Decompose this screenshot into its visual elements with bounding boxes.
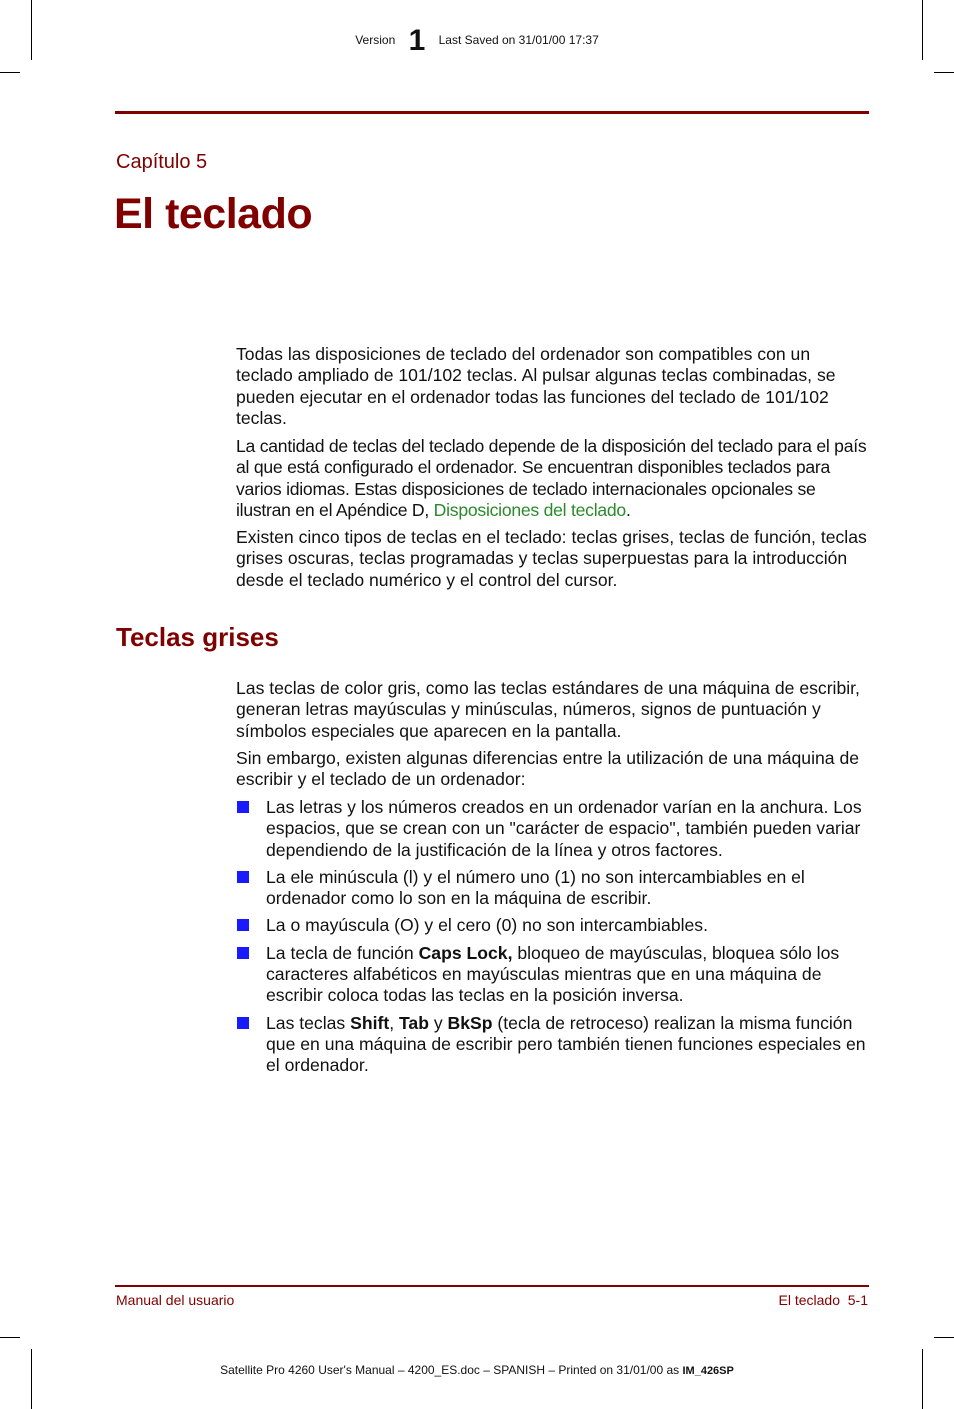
version-label: Version xyxy=(355,33,396,47)
section-title: Teclas grises xyxy=(116,622,279,652)
section-paragraph-2 xyxy=(236,748,870,791)
bullet-2-text: La ele minúscula (l) y el número uno (1) no son intercambiables en el ordenador como lo son en la máquina de escribir. xyxy=(266,866,805,909)
crop-mark xyxy=(934,1337,954,1338)
list-item xyxy=(236,915,870,936)
last-saved: Last Saved on 31/01/00 17:37 xyxy=(438,33,599,47)
crop-mark xyxy=(0,72,20,73)
bullet-square-icon xyxy=(237,871,249,883)
intro-p3-text: Existen cinco tipos de teclas en el teclado: teclas grises, teclas de función, teclas grises oscuras, teclas programadas y teclas superpuestas para la introducción desde el teclado numérico y el control del cursor. xyxy=(236,527,867,590)
bullet-square-icon xyxy=(237,1017,249,1029)
caps-lock-key-label: Caps Lock, xyxy=(418,942,513,963)
print-code: IM_426SP xyxy=(682,1365,734,1377)
version-number: 1 xyxy=(408,24,426,57)
appendix-link[interactable]: Disposiciones del teclado xyxy=(433,499,626,520)
top-rule xyxy=(115,111,869,114)
intro-p1-text: Todas las disposiciones de teclado del ordenador son compatibles con un teclado ampliado de 101/102 teclas. Al pulsar algunas teclas combinadas, se pueden ejecutar en el ordenador todas las funciones del teclado de 101/102 teclas. xyxy=(236,344,836,428)
bullet-5-text-start: Las teclas xyxy=(266,1012,351,1033)
section-p1-text: Las teclas de color gris, como las teclas estándares de una máquina de escribir, generan letras mayúsculas y minúsculas, números, signos de puntuación y símbolos especiales que aparecen en la pantalla. xyxy=(236,678,860,741)
bullet-1-text: Las letras y los números creados en un ordenador varían en la anchura. Los espacios, que se crean con un "carácter de espacio", también pueden variar dependiendo de la justificación de la línea y otros factores. xyxy=(266,797,862,860)
list-item xyxy=(236,1013,870,1077)
bullet-5-text-end: (tecla de retroceso) realizan la misma función que en una máquina de escribir pero también tienen funciones especiales en el ordenador. xyxy=(266,1012,866,1076)
print-info xyxy=(0,1363,954,1377)
list-item xyxy=(236,797,870,861)
crop-mark xyxy=(0,1337,20,1338)
differences-list xyxy=(236,797,870,1077)
bullet-square-icon xyxy=(237,947,249,959)
intro-paragraph-3 xyxy=(236,527,870,591)
print-info-text: Satellite Pro 4260 User's Manual – 4200_ES.doc – SPANISH – Printed on 31/01/00 as xyxy=(220,1363,683,1377)
tab-key-label: Tab xyxy=(398,1012,429,1033)
crop-mark xyxy=(31,1349,32,1409)
intro-paragraph-2 xyxy=(236,436,870,521)
bksp-key-label: BkSp xyxy=(447,1012,493,1033)
list-item xyxy=(236,867,870,910)
footer-page-number: El teclado 5-1 xyxy=(778,1292,868,1308)
bullet-4-text-start: La tecla de función xyxy=(266,942,419,963)
list-item xyxy=(236,943,870,1007)
bullet-3-text: La o mayúscula (O) y el cero (0) no son intercambiables. xyxy=(266,915,708,936)
section-p2-text: Sin embargo, existen algunas diferencias entre la utilización de una máquina de escribir y el teclado de un ordenador: xyxy=(236,748,860,790)
section-paragraph-1 xyxy=(236,678,870,742)
intro-paragraph-1 xyxy=(236,344,870,429)
document-header xyxy=(0,24,954,58)
shift-key-label: Shift xyxy=(350,1012,390,1033)
bullet-square-icon xyxy=(237,919,249,931)
intro-p2-text: La cantidad de teclas del teclado depende de la disposición del teclado para el país al que está configurado el ordenador. Se encuentran disponibles teclados para varios idiomas. Estas disposiciones de teclado internacionales opcionales se ilustran en el Apéndice D, xyxy=(236,436,867,520)
footer-manual-title: Manual del usuario xyxy=(116,1292,235,1308)
intro-p2-end: . xyxy=(625,499,631,520)
bullet-5-comma: , xyxy=(389,1012,399,1033)
bullet-5-conjunction: y xyxy=(428,1012,448,1033)
chapter-label: Capítulo 5 xyxy=(116,151,208,173)
bullet-4-text-end: bloqueo de mayúsculas, bloquea sólo los caracteres alfabéticos en mayúsculas mientras que en una máquina de escribir coloca todas las teclas en la posición inversa. xyxy=(266,942,840,1006)
chapter-title: El teclado xyxy=(114,190,313,238)
bottom-rule xyxy=(115,1285,869,1287)
bullet-square-icon xyxy=(237,801,249,813)
crop-mark xyxy=(934,72,954,73)
crop-mark xyxy=(922,1349,923,1409)
